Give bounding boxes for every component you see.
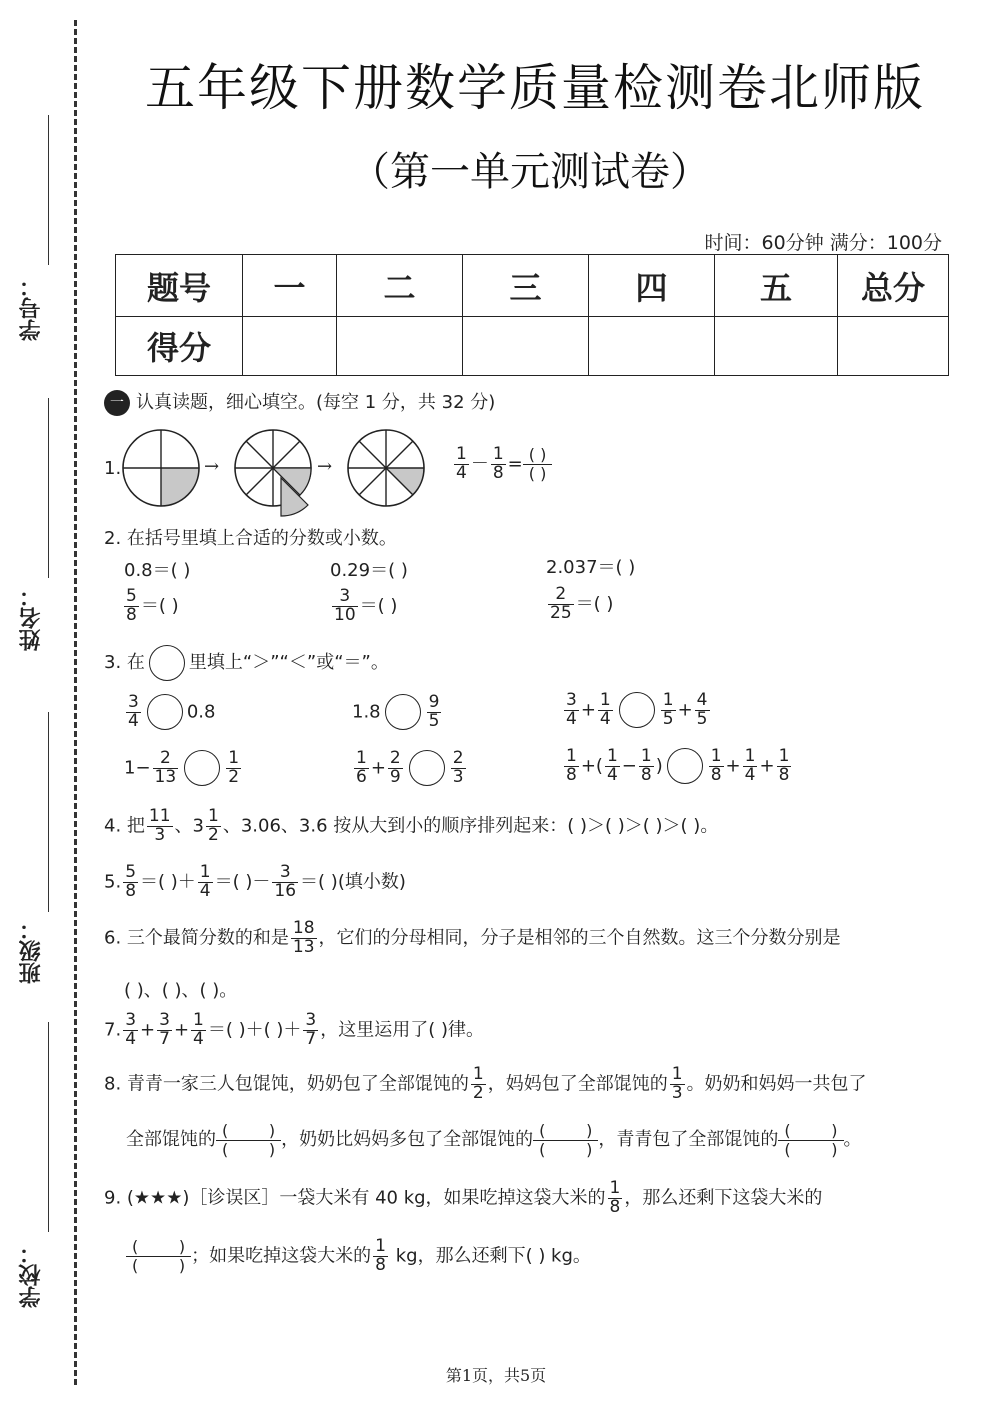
score-table xyxy=(115,254,949,376)
score-col-2: 二 xyxy=(337,255,463,317)
q2-item[interactable]: $\frac{3}{10}$ ＝( ) xyxy=(334,586,398,625)
q8-blank[interactable]: ( ) ( ) xyxy=(216,1122,281,1158)
compare-circle[interactable] xyxy=(184,750,220,786)
q6: 6. 三个最简分数的和是 $\frac{18}{13}$ ，它们的分母相同，分子是相邻的三个自然数。这三个分数分别是 xyxy=(104,918,841,957)
q3-item: 1.8 $\frac{9}{5}$ xyxy=(352,692,440,731)
score-cell[interactable] xyxy=(463,317,589,376)
student-id-label: 学号： xyxy=(19,275,44,341)
score-cell[interactable] xyxy=(589,317,715,376)
score-row-label: 得分 xyxy=(116,317,243,376)
q8-blank[interactable]: ( ) ( ) xyxy=(533,1122,598,1158)
page-subtitle: （第一单元测试卷） xyxy=(350,149,710,195)
q2-item[interactable]: $\frac{5}{8}$ ＝( ) xyxy=(126,586,179,625)
q6-blanks[interactable]: ( )、( )、( )。 xyxy=(124,980,238,1001)
score-col-total: 总分 xyxy=(838,255,949,317)
circle-eighths-cut xyxy=(235,430,311,516)
page-footer: 第1页，共5页 xyxy=(445,1366,547,1385)
exam-meta: 时间：60分钟 满分：100分 xyxy=(704,232,942,254)
score-cell[interactable] xyxy=(337,317,463,376)
q3-item: $\frac{1}{8}$ +( $\frac{1}{4}$ − $\frac{1}{8}$ ) $\frac{1}{8}$ + $\frac{1}{4}$ + $\frac{1}{8}$ xyxy=(566,746,790,785)
compare-circle[interactable] xyxy=(667,748,703,784)
q3-item: 1− $\frac{2}{13}$ $\frac{1}{2}$ xyxy=(124,748,240,787)
school-label: 学校： xyxy=(19,1242,44,1308)
section-badge: 一 xyxy=(104,390,130,416)
q2-prompt: 2. 在括号里填上合适的分数或小数。 xyxy=(104,528,397,549)
arrow-1: → xyxy=(204,456,220,477)
q2-item[interactable]: 0.8＝( ) xyxy=(124,560,191,581)
section-title: 认真读题，细心填空。(每空 1 分，共 32 分) xyxy=(136,392,496,413)
q9-blank[interactable]: ( ) ( ) xyxy=(126,1238,191,1274)
score-col-5: 五 xyxy=(715,255,838,317)
q8-line1: 8. 青青一家三人包馄饨，奶奶包了全部馄饨的 $\frac{1}{2}$ ，妈妈包了全部馄饨的 $\frac{1}{3}$ 。奶奶和妈妈一共包了 xyxy=(104,1064,867,1103)
q1-equation: $\frac{1}{4}$ － $\frac{1}{8}$ = ( ) ( ) xyxy=(452,446,552,483)
q3-item: $\frac{3}{4}$ 0.8 xyxy=(128,692,216,731)
name-label: 姓名： xyxy=(19,585,44,651)
compare-circle[interactable] xyxy=(147,694,183,730)
score-col-3: 三 xyxy=(463,255,589,317)
class-line xyxy=(48,712,49,912)
circle-quarters xyxy=(123,430,199,506)
binding-dashed-line xyxy=(74,20,77,1385)
compare-circle-icon xyxy=(149,645,185,681)
q2-item[interactable]: 0.29＝( ) xyxy=(330,560,408,581)
q2-item[interactable]: 2.037＝( ) xyxy=(546,557,636,578)
school-line xyxy=(48,1022,49,1232)
q4: 4. 把 $\frac{11}{3}$ 、3 $\frac{1}{2}$ 、3.06、3.6 按从大到小的顺序排列起来：( )＞( )＞( )＞( )。 xyxy=(104,806,719,845)
q1-number: 1. xyxy=(104,458,122,479)
page-title: 五年级下册数学质量检测卷北师版 xyxy=(145,59,925,117)
compare-circle[interactable] xyxy=(409,750,445,786)
q8-blank[interactable]: ( ) ( ) xyxy=(778,1122,843,1158)
q5: 5. $\frac{5}{8}$ ＝( )＋ $\frac{1}{4}$ ＝( )－ $\frac{3}{16}$ ＝( )(填小数) xyxy=(104,862,406,901)
score-cell[interactable] xyxy=(715,317,838,376)
score-cell[interactable] xyxy=(243,317,337,376)
q3-item: $\frac{3}{4}$ + $\frac{1}{4}$ $\frac{1}{5}$ + $\frac{4}{5}$ xyxy=(566,690,708,729)
compare-circle[interactable] xyxy=(619,692,655,728)
score-header-label: 题号 xyxy=(116,255,243,317)
q7: 7. $\frac{3}{4}$ + $\frac{3}{7}$ + $\frac{1}{4}$ ＝( )＋( )＋ $\frac{3}{7}$ ，这里运用了( )律。 xyxy=(104,1010,485,1049)
class-label: 班级： xyxy=(19,918,44,984)
score-col-4: 四 xyxy=(589,255,715,317)
q9-line1: 9. (★★★)［诊误区］一袋大米有 40 kg，如果吃掉这袋大米的 $\frac{1}{8}$ ，那么还剩下这袋大米的 xyxy=(104,1178,823,1217)
q3-prompt: 3. 在 里填上“＞”“＜”或“＝”。 xyxy=(104,645,389,681)
q1-answer-blank[interactable]: ( ) ( ) xyxy=(523,446,553,482)
section-1-header xyxy=(104,388,495,416)
compare-circle[interactable] xyxy=(385,694,421,730)
name-line xyxy=(48,398,49,578)
circle-eighths xyxy=(348,430,424,506)
q2-item[interactable]: $\frac{2}{25}$ ＝( ) xyxy=(550,584,614,623)
arrow-2: → xyxy=(317,456,333,477)
q8-line2: 全部馄饨的 ( ) ( ) ，奶奶比妈妈多包了全部馄饨的 ( ) ( ) ，青青包了全部馄饨的 ( ) ( ) 。 xyxy=(126,1121,862,1159)
q3-item: $\frac{1}{6}$ + $\frac{2}{9}$ $\frac{2}{3}$ xyxy=(356,748,464,787)
q9-line2: ( ) ( ) ；如果吃掉这袋大米的 $\frac{1}{8}$ kg，那么还剩下( ) kg。 xyxy=(126,1238,591,1275)
score-col-1: 一 xyxy=(243,255,337,317)
score-cell[interactable] xyxy=(838,317,949,376)
